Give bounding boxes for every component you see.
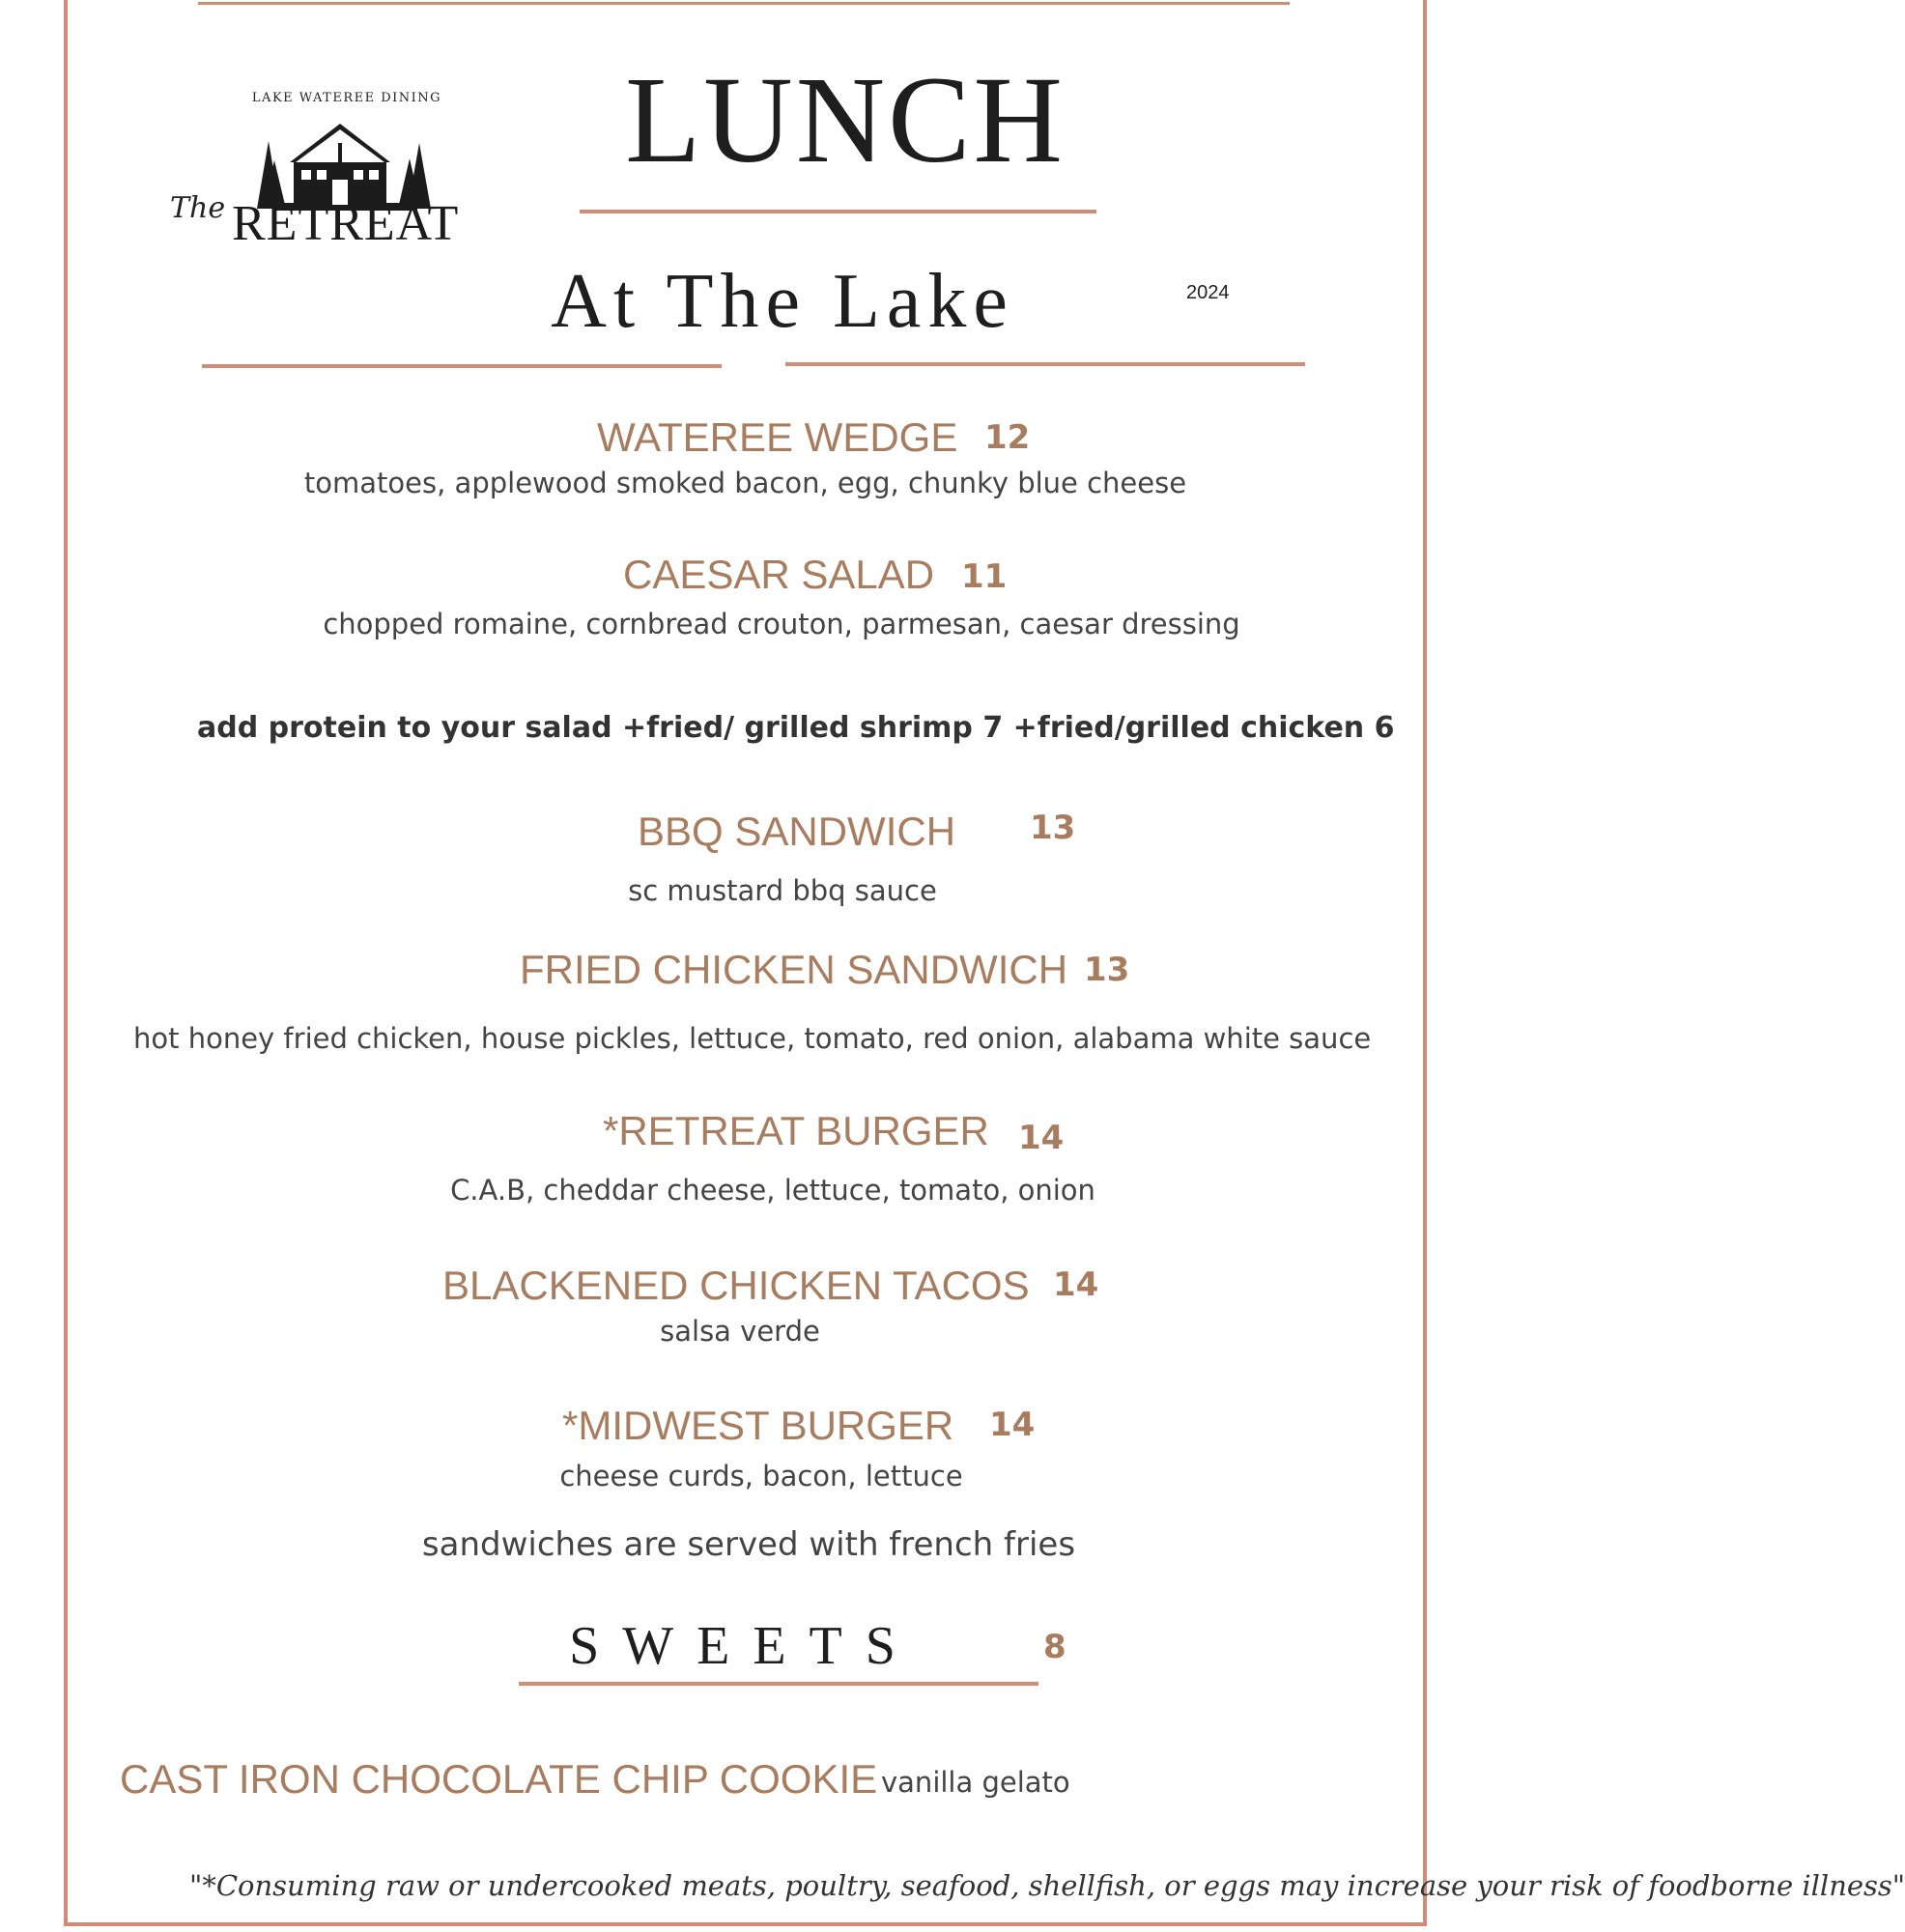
logo-tagline: LAKE WATEREE DINING: [251, 91, 442, 105]
menu-item-name: *RETREAT BURGER: [603, 1108, 989, 1153]
menu-item-name: FRIED CHICKEN SANDWICH: [520, 947, 1068, 992]
protein-note: add protein to your salad +fried/ grilled shrimp 7 +fried/grilled chicken 6: [197, 711, 1395, 745]
menu-item-price: 12: [984, 418, 1031, 457]
menu-item-price: 13: [1084, 951, 1130, 989]
subtitle-rule-right: [785, 362, 1305, 366]
menu-item-name: BBQ SANDWICH: [638, 809, 956, 854]
menu-item-description: sc mustard bbq sauce: [628, 874, 937, 907]
logo-word-retreat: RETREAT: [232, 196, 460, 251]
fries-note: sandwiches are served with french fries: [421, 1525, 1076, 1564]
dessert-name: CAST IRON CHOCOLATE CHIP COOKIE: [120, 1756, 878, 1802]
menu-item-description: chopped romaine, cornbread crouton, parmesan, caesar dressing: [323, 608, 1240, 640]
logo-word-the: The: [170, 191, 226, 225]
menu-item-name: CAESAR SALAD: [623, 552, 935, 597]
menu-item-description: hot honey fried chicken, house pickles, lettuce, tomato, red onion, alabama white sauce: [133, 1022, 1372, 1055]
dessert-description: vanilla gelato: [881, 1766, 1070, 1799]
menu-item-price: 14: [1018, 1119, 1065, 1157]
menu-item-description: tomatoes, applewood smoked bacon, egg, chunky blue cheese: [303, 467, 1187, 499]
menu-item-name: WATEREE WEDGE: [597, 414, 958, 460]
menu-item-price: 11: [961, 557, 1008, 596]
sweets-heading: SWEETS: [569, 1616, 919, 1676]
restaurant-logo: [166, 87, 466, 256]
title-underline: [580, 210, 1096, 213]
menu-item-price: 14: [989, 1406, 1036, 1444]
menu-title: LUNCH: [625, 51, 1066, 188]
food-safety-disclaimer: "*Consuming raw or undercooked meats, poultry, seafood, shellfish, or eggs may increase your risk of foodborne illness": [189, 1869, 1905, 1902]
menu-subtitle: At The Lake: [551, 259, 1014, 344]
sweets-underline: [519, 1682, 1038, 1686]
menu-item-name: BLACKENED CHICKEN TACOS: [442, 1263, 1030, 1308]
menu-item-description: C.A.B, cheddar cheese, lettuce, tomato, onion: [450, 1174, 1095, 1207]
menu-item-price: 14: [1053, 1265, 1099, 1304]
menu-item-name: *MIDWEST BURGER: [562, 1403, 954, 1448]
subtitle-rule-left: [202, 364, 722, 368]
menu-item-price: 13: [1030, 809, 1076, 847]
sweets-price: 8: [1043, 1628, 1066, 1666]
menu-year: 2024: [1186, 282, 1230, 303]
menu-item-description: salsa verde: [660, 1315, 820, 1348]
menu-item-description: cheese curds, bacon, lettuce: [559, 1460, 963, 1492]
top-divider: [198, 2, 1290, 5]
